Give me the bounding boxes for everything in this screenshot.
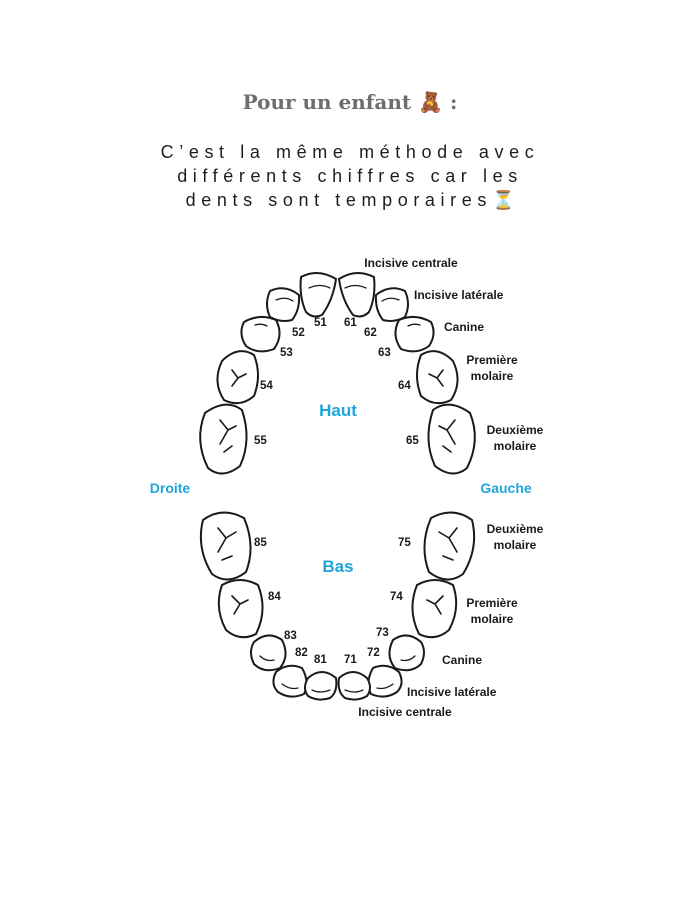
label-lower-canine: Canine (442, 653, 483, 667)
tooth-75 (424, 512, 474, 579)
lower-jaw-label: Bas (322, 557, 354, 576)
tooth-74 (412, 580, 456, 637)
tooth-number-51: 51 (314, 317, 327, 329)
tooth-85 (201, 512, 251, 579)
left-side-label: Gauche (480, 480, 532, 496)
label-lower-first-molar-line2: molaire (470, 612, 514, 626)
tooth-number-63: 63 (378, 347, 391, 359)
upper-jaw-label: Haut (319, 401, 357, 420)
right-side-label: Droite (149, 480, 191, 496)
label-upper-first-molar-line1: Première (466, 353, 518, 367)
tooth-64 (417, 351, 458, 403)
tooth-number-64: 64 (398, 380, 411, 392)
heading-text: Pour un enfant (242, 90, 412, 114)
tooth-number-53: 53 (280, 347, 293, 359)
tooth-82 (273, 666, 306, 697)
label-lower-lateral-incisor: Incisive latérale (407, 685, 497, 699)
label-lower-first-molar-line1: Première (466, 596, 518, 610)
tooth-number-85: 85 (254, 537, 267, 549)
tooth-number-74: 74 (390, 591, 403, 603)
tooth-52 (267, 288, 299, 321)
tooth-51 (301, 273, 336, 317)
tooth-number-71: 71 (344, 654, 357, 666)
tooth-61 (339, 273, 374, 317)
label-upper-second-molar-line2: molaire (493, 439, 537, 453)
tooth-number-84: 84 (268, 591, 281, 603)
tooth-number-75: 75 (398, 537, 411, 549)
tooth-number-54: 54 (260, 380, 273, 392)
heading-colon: : (450, 90, 458, 114)
label-lower-central-incisor: Incisive centrale (358, 705, 452, 719)
tooth-number-61: 61 (344, 317, 357, 329)
label-upper-lateral-incisor: Incisive latérale (414, 288, 504, 302)
label-upper-central-incisor: Incisive centrale (364, 256, 458, 270)
tooth-72 (368, 666, 401, 697)
intro-line-2: différents chiffres car les (177, 166, 523, 186)
intro-line-3: dents sont temporaires⏳ (185, 190, 515, 210)
tooth-63 (395, 317, 433, 351)
label-upper-canine: Canine (444, 320, 485, 334)
tooth-71 (339, 672, 370, 700)
tooth-84 (219, 580, 263, 637)
tooth-number-65: 65 (406, 435, 419, 447)
tooth-number-62: 62 (364, 327, 377, 339)
tooth-81 (305, 672, 336, 700)
label-upper-first-molar-line2: molaire (470, 369, 514, 383)
tooth-number-73: 73 (376, 627, 389, 639)
tooth-number-83: 83 (284, 630, 297, 642)
hourglass-icon: ⏳ (491, 190, 515, 210)
label-upper-second-molar-line1: Deuxième (486, 423, 544, 437)
tooth-65 (428, 405, 474, 474)
tooth-54 (217, 351, 258, 403)
tooth-55 (200, 405, 246, 474)
tooth-number-72: 72 (367, 647, 380, 659)
label-lower-second-molar-line2: molaire (493, 538, 537, 552)
tooth-62 (376, 288, 408, 321)
teddy-bear-icon: 🧸 (418, 90, 444, 114)
tooth-number-82: 82 (295, 647, 308, 659)
tooth-73 (389, 635, 424, 670)
tooth-number-55: 55 (254, 435, 267, 447)
tooth-53 (241, 317, 279, 351)
tooth-number-52: 52 (292, 327, 305, 339)
tooth-number-81: 81 (314, 654, 327, 666)
intro-line-1: C’est la même méthode avec (160, 142, 540, 162)
tooth-83 (251, 635, 286, 670)
label-lower-second-molar-line1: Deuxième (486, 522, 544, 536)
